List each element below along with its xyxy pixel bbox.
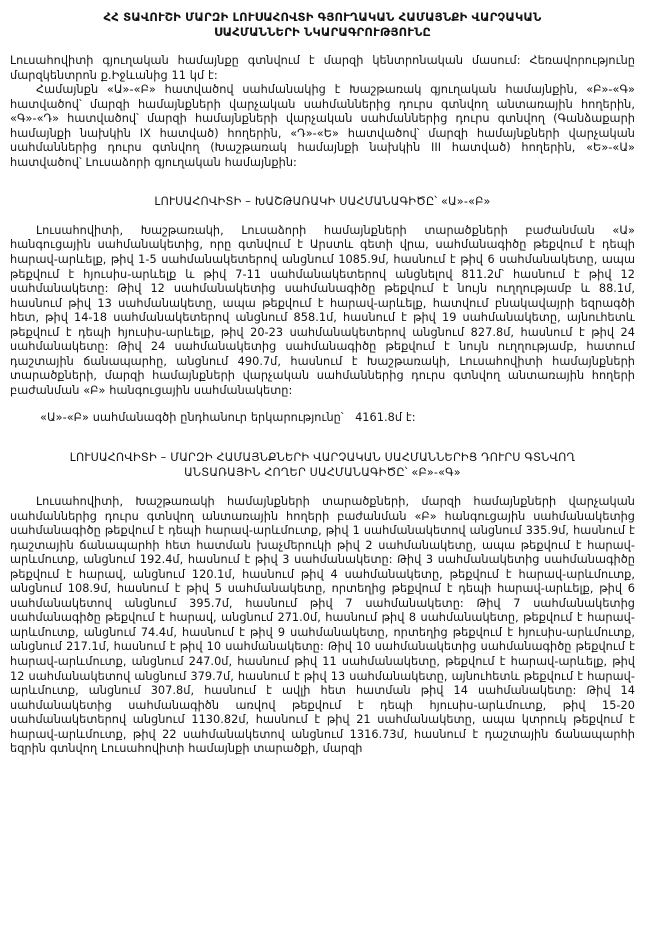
section-2-paragraph: Լուսահովիտի, Խաշթառակի համայնքների տարածքների, մարզի համայնքների վարչական սահմաններից դուրս գտնվող անտառային հողերի բաժանման «Բ» հանգուցային սահմանակետից սահմանագիծը թեքվում է դեպի հարավ-արևմուտք, թիվ 1 սահմանակետով անցնում 335.9մ, հասնում է դաշտային ճանապարհի հետ հատման խաչմերուկի թիվ 2 սահմանակետը, ապա թեքվում է հարավ-արևմուտք, անցնում 192.4մ, հասնում է թիվ 3 սահմանակետը: Թիվ 3 սահմանակետից սահմանագիծը թեքվում է հարավ, անցնում 120.1մ, հասնում թիվ 4 սահմանակետը, թեքվում է հարավ-արևմուտք, անցնում 108.9մ, հասնում է թիվ 5 սահմանակետը, որտեղից թեքվում է դեպի հարավ-արևելք, թիվ 6 սահմանակետով անցնում 395.7մ, հասնում թիվ 7 սահմանակետը: Թիվ 7 սահմանակետից սահմանագիծը թեքվում է հարավ, անցնում 271.0մ, հասնում թիվ 8 սահմանակետը, թեքվում է հարավ-արևմուտք, անցնում 74.4մ, հասնում է թիվ 9 սահմանակետը, որտեղից թեքվում է հյուսիս-արևմուտք, անցնում 217.1մ, հասնում է թիվ 10 սահմանակետը: Թիվ 10 սահմանակետից սահմանագիծը թեքվում է հարավ-արևմուտք, անցնում 247.0մ, հասնում թիվ 11 սահմանակետը, թեքվում է հարավ-արևելք, թիվ 12 սահմանակետով անցնում 379.7մ, հասնում է թիվ 13 սահմանակետը, այնուհետև թեքվում է հարավ-արևմուտք, անցնում 307.8մ, հասնում է ավլի հետ հատման թիվ 14 սահմանակետը: Թիվ 14 սահմանակետից սահմանագիծն առվով թեքվում է դեպի հյուսիս-արևմուտք, թիվ 15-20 սահմանակետերով անցնում 1130.82մ, հասնում է թիվ 21 սահմանակետը, ապա կտրուկ թեքվում է հարավ-արևմուտք, թիվ 22 սահմանակետով անցնում 1316.73մ, հասնում է դաշտային ճանապարհի եզրին գտնվող Լուսահովիտի համայնքի տարածքի, մարզի <box>10 494 635 756</box>
intro-line-1: Լուսահովիտի գյուղական համայնքը գտնվում է մարզի կենտրոնական մասում: <box>10 54 521 67</box>
intro-paragraph: Համայնքն «Ա»-«Բ» հատվածով սահմանակից է Խաշթառակ գյուղական համայնքին, «Բ»-«Գ» հատվածով՝ մարզի համայնքների վարչական սահմաններից դուրս գտնվող անտառային հողերին, «Գ»-«Դ» հատվածով՝ մարզի համայնքների վարչական սահմաններից դուրս գտնվող (Գանձաքարի համայնքի նախկին IX հատված) հողերին, «Դ»-«Ե» հատվածով՝ մարզի համայնքների վարչական սահմաններից դուրս գտնվող (Խաշթառակ համայնքի նախկին III հատված) հողերին, «Ե»-«Ա» հատվածով՝ Լուսաձորի գյուղական համայնքին: <box>10 83 635 169</box>
section-1-paragraph: Լուսահովիտի, Խաշթառակի, Լուսաձորի համայնքների տարածքների բաժանման «Ա» հանգուցային սահմանակետից, որը գտնվում է Արստև գետի վրա, սահմանագիծը թեքվում է դեպի հարավ-արևելք, թիվ 1-5 սահմանակետերով անցնում 1085.9մ, հասնում է թիվ 6 սահմանակետը, ապա թեքվում է հյուսիս-արևելք և թիվ 7-11 սահմանակետերով անցնելով 811.2մ՝ հասնում է թիվ 12 սահմանակետը: Թիվ 12 սահմանակետից սահմանագիծը թեքվում է նույն ուղղությամբ և 88.1մ, հասնում թիվ 13 սահմանակետը, ապա թեքվում է հարավ-արևելք, հատվում բնակավայրի եզրագծի հետ, թիվ 14-18 սահմանակետերով անցնում 858.1մ, հասնում է թիվ 19 սահմանակետը, այնուհետև թեքվում է դեպի հյուսիս-արևելք, թիվ 20-23 սահմանակետերով անցնում 827.8մ, հասնում է թիվ 24 սահմանակետը: Թիվ 24 սահմանակետից սահմանագիծը թեքվում է նույն ուղղությամբ, հատում դաշտային ճանապարհը, անցնում 490.7մ, հասնում է Խաշթառակի, Լուսահովիտի համայնքների տարածքների, մարզի համայնքների վարչական սահմաններից դուրս գտնվող անտառային հողերի բաժանման «Բ» հանգուցային սահմանակետը: <box>10 223 635 397</box>
section-1-heading <box>10 194 635 210</box>
section-1-total-value: 4161.8մ է: <box>355 411 416 425</box>
section-1-heading-line-1: ԼՈՒՍԱՀՈՎԻՏԻ – ԽԱՇԹԱՌԱԿԻ ՍԱՀՄԱՆԱԳԻԾԸ՝ «Ա»-«Բ» <box>154 195 491 209</box>
page-title <box>28 10 617 40</box>
section-2-heading-line-2: ԱՆՏԱՌԱՅԻՆ ՀՈՂԵՐ ՍԱՀՄԱՆԱԳԻԾԸ՝ «Բ»-«Գ» <box>184 466 461 480</box>
section-2-heading-line-1: ԼՈՒՍԱՀՈՎԻՏԻ – ՄԱՐԶԻ ՀԱՄԱՅՆՔՆԵՐԻ ՎԱՐՉԱԿԱՆ ՍԱՀՄԱՆՆԵՐԻՑ ԴՈՒՐՍ ԳՏՆՎՈՂ <box>69 450 576 464</box>
section-1-total-label: «Ա»-«Բ» սահմանագծի ընդհանուր երկարությունը՝ <box>40 411 344 425</box>
intro-line-2: Հեռավորությունը մարզկենտրոն ք.Իջևանից 11 կմ է: <box>10 54 635 82</box>
section-1-total <box>10 411 635 426</box>
section-2-heading <box>10 450 635 481</box>
page-title-line-2: ՍԱՀՄԱՆՆԵՐԻ ՆԿԱՐԱԳՐՈՒԹՅՈՒՆԸ <box>213 25 432 39</box>
page-title-line-1: ՀՀ ՏԱՎՈՒՇԻ ՄԱՐԶԻ ԼՈՒՍԱՀՈՎՏԻ ԳՅՈՒՂԱԿԱՆ ՀԱՄԱՅՆՔԻ ՎԱՐՉԱԿԱՆ <box>103 10 542 24</box>
intro-block <box>10 54 635 83</box>
